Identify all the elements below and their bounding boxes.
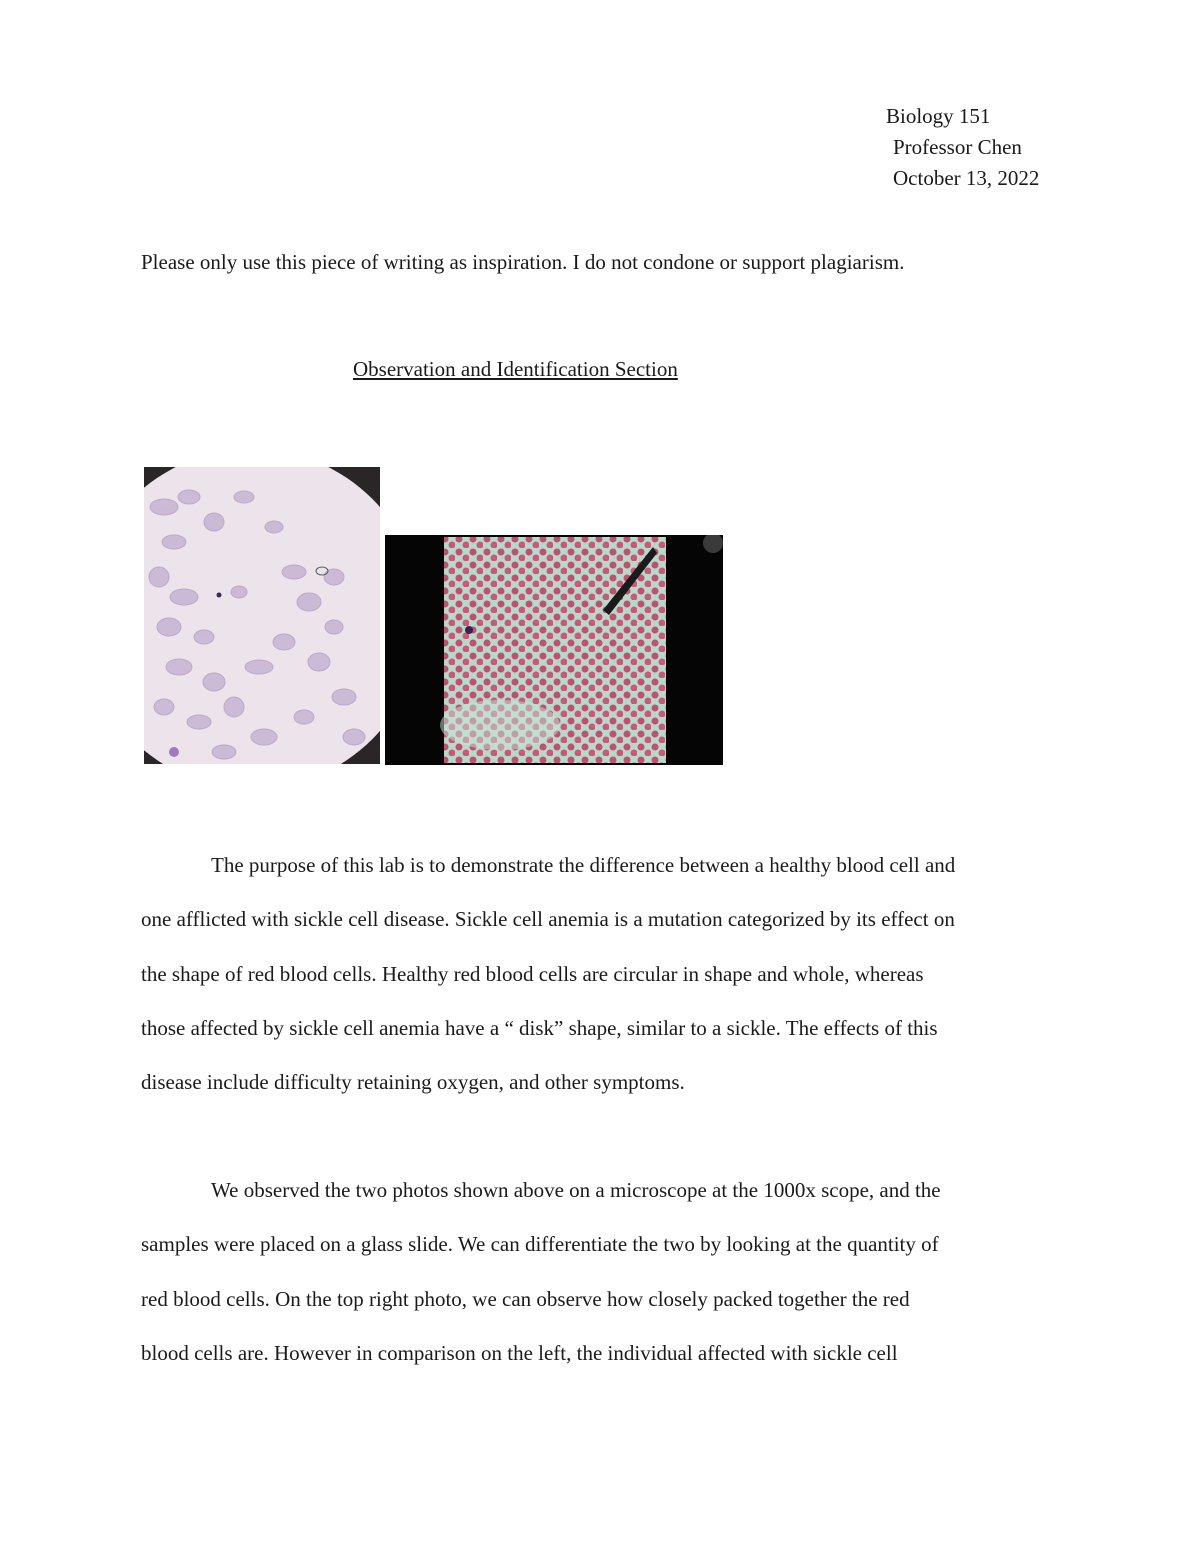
section-title: Observation and Identification Section (353, 357, 678, 381)
document-date: October 13, 2022 (893, 166, 1040, 190)
paragraph-line: the shape of red blood cells. Healthy red blood cells are circular in shape and whole, whereas (141, 961, 924, 986)
paragraph-line: those affected by sickle cell anemia have a “ disk” shape, similar to a sickle. The effects of this (141, 1015, 938, 1040)
paragraph-line: red blood cells. On the top right photo, we can observe how closely packed together the red (141, 1286, 910, 1311)
disclaimer-text: Please only use this piece of writing as inspiration. I do not condone or support plagiarism. (141, 250, 905, 274)
right-microscope-photo (385, 535, 723, 765)
paragraph-line: blood cells are. However in comparison on the left, the individual affected with sickle cell (141, 1340, 898, 1365)
paragraph-line: The purpose of this lab is to demonstrate the difference between a healthy blood cell and (211, 853, 956, 877)
course-name: Biology 151 (886, 104, 991, 128)
paragraph-line: disease include difficulty retaining oxygen, and other symptoms. (141, 1070, 685, 1095)
paragraph-observation (141, 1163, 1061, 1380)
paragraph-line: We observed the two photos shown above on a microscope at the 1000x scope, and the (211, 1178, 941, 1202)
paragraph-line: samples were placed on a glass slide. We can differentiate the two by looking at the quantity of (141, 1232, 939, 1257)
professor-name: Professor Chen (893, 135, 1022, 159)
paragraph-line: one afflicted with sickle cell disease. Sickle cell anemia is a mutation categorized by its effect on (141, 907, 955, 932)
left-microscope-photo (144, 467, 380, 764)
paragraph-purpose (141, 838, 1061, 1109)
header-block (886, 101, 1039, 194)
